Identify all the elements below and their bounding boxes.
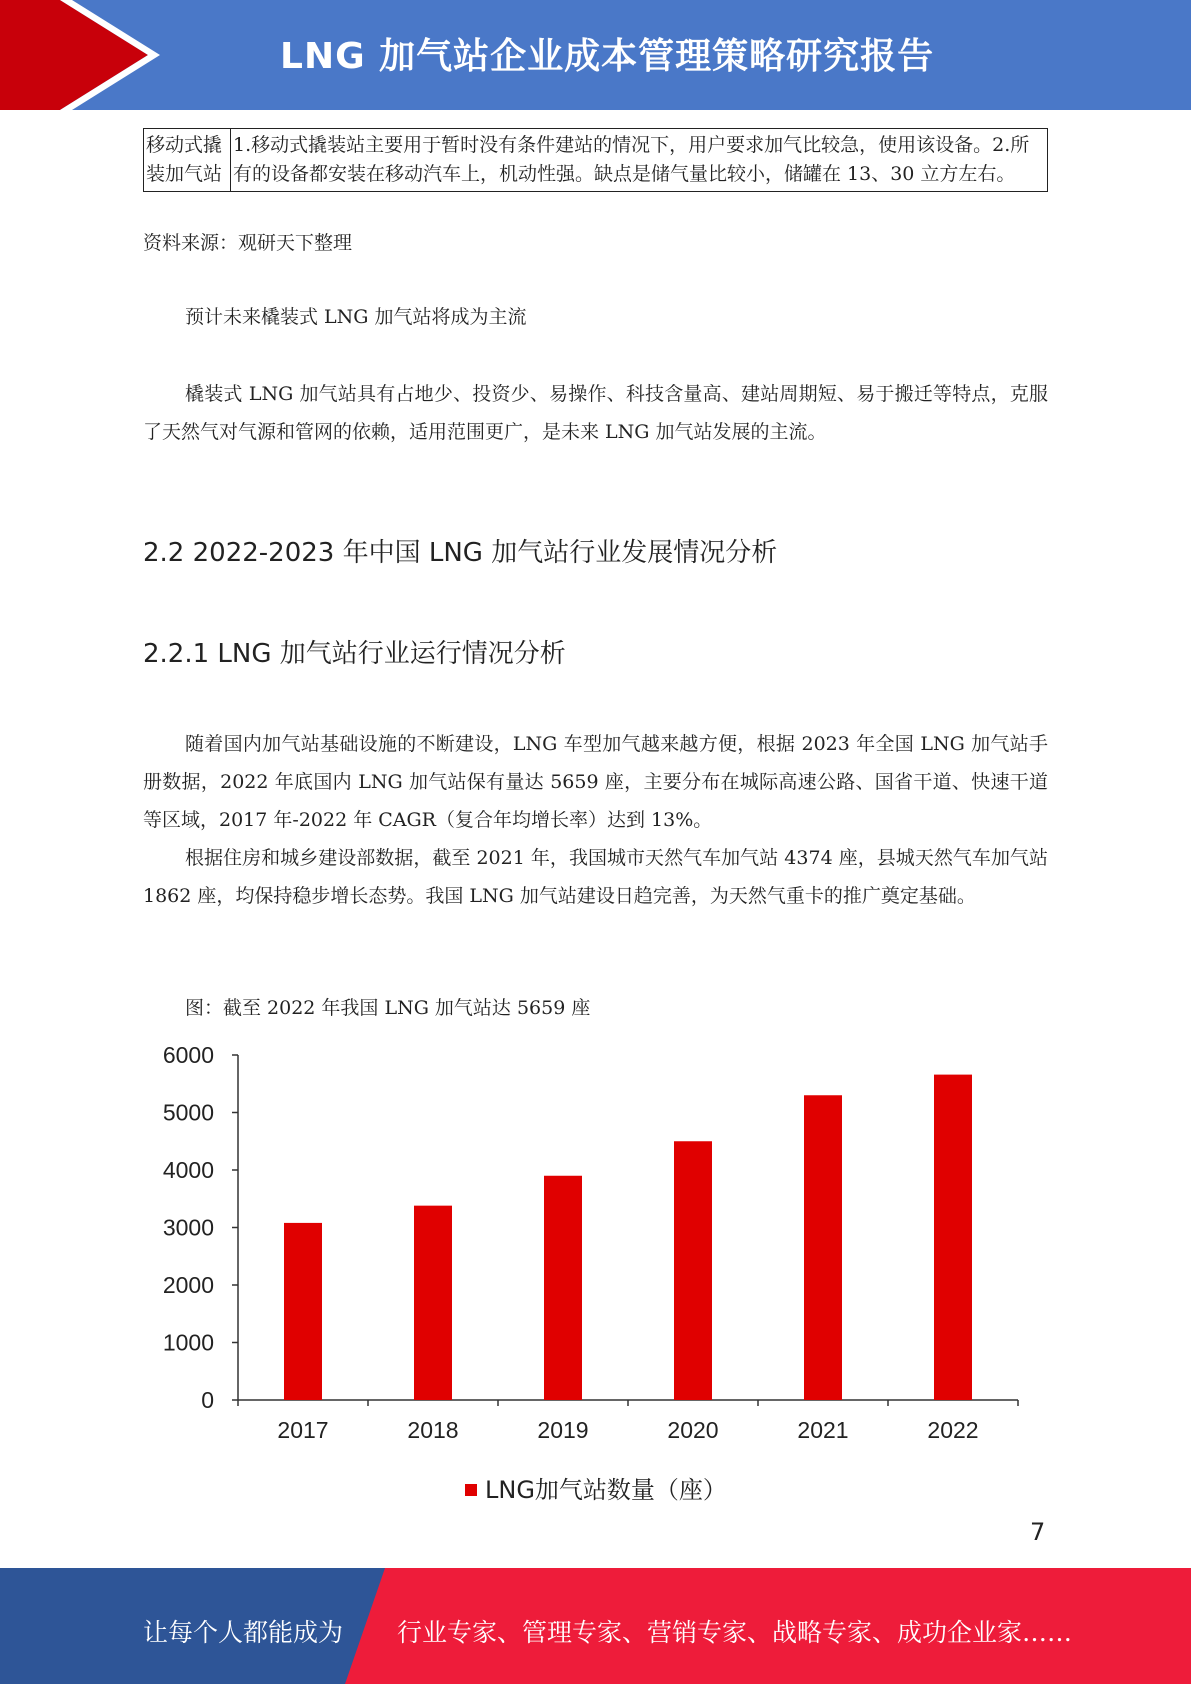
bar-2021 [804,1095,842,1400]
chart-legend [465,1476,727,1504]
table-row-label: 移动式撬装加气站 [144,129,231,192]
legend-label: LNG加气站数量（座） [485,1476,727,1504]
y-tick-label: 2000 [162,1272,214,1298]
page-header [0,0,1191,110]
y-tick-label: 3000 [162,1214,214,1241]
bar-2018 [414,1206,452,1400]
paragraph-ministry-data: 根据住房和城乡建设部数据，截至 2021 年，我国城市天然气车加气站 4374 座，县城天然气车加气站 1862 座，均保持稳步增长态势。我国 LNG 加气站建设日趋完善，为天然气重卡的推广奠定基础。 [143,847,1048,907]
table-source: 资料来源：观研天下整理 [143,232,353,254]
footer-slogan-right: 行业专家、管理专家、营销专家、战略专家、成功企业家…… [397,1618,1073,1647]
bar-2020 [674,1141,712,1400]
y-tick-label: 4000 [162,1157,214,1183]
info-table [143,128,1048,192]
bar-2017 [284,1223,322,1400]
figure-caption: 图：截至 2022 年我国 LNG 加气站达 5659 座 [185,997,591,1019]
y-tick-label: 1000 [162,1329,214,1356]
table-row-text: 1.移动式撬装站主要用于暂时没有条件建站的情况下，用户要求加气比较急，使用该设备。2.所有的设备都安装在移动汽车上，机动性强。缺点是储气量比较小，储罐在 13、30 立方左右。 [231,129,1048,192]
x-tick-label: 2021 [797,1417,849,1443]
bar-2019 [544,1176,582,1400]
page-number: 7 [1030,1518,1046,1546]
table-row [144,129,1048,192]
x-tick-label: 2019 [537,1417,589,1443]
paragraph-skid-trend: 预计未来橇装式 LNG 加气站将成为主流 [185,306,527,328]
y-tick-label: 0 [201,1387,214,1413]
footer-slogan-left: 让每个人都能成为 [143,1618,344,1647]
bar-chart [143,1035,1048,1515]
paragraph-skid-advantages: 橇装式 LNG 加气站具有占地少、投资少、易操作、科技含量高、建站周期短、易于搬迁等特点，克服了天然气对气源和管网的依赖，适用范围更广，是未来 LNG 加气站发展的主流。 [143,383,1048,443]
x-tick-label: 2017 [277,1417,329,1443]
section-heading-2-2-1: 2.2.1 LNG 加气站行业运行情况分析 [143,639,566,669]
x-tick-label: 2020 [667,1417,719,1443]
page-footer [0,1568,1191,1684]
x-tick-label: 2022 [927,1417,979,1443]
legend-swatch [465,1484,477,1496]
bar-2022 [934,1075,972,1400]
header-title: LNG 加气站企业成本管理策略研究报告 [280,36,935,77]
y-tick-label: 5000 [162,1099,214,1126]
x-tick-label: 2018 [407,1417,459,1443]
chart-bars [284,1075,972,1400]
paragraph-station-count: 随着国内加气站基础设施的不断建设，LNG 车型加气越来越方便，根据 2023 年全国 LNG 加气站手册数据，2022 年底国内 LNG 加气站保有量达 5659 座，主要分布在城际高速公路、国省干道、快速干道等区域，2017 年-2022 年 CAGR（复合年均增长率）达到 13%。 [143,733,1048,831]
section-heading-2-2: 2.2 2022-2023 年中国 LNG 加气站行业发展情况分析 [143,538,778,568]
y-tick-label: 6000 [162,1042,214,1068]
